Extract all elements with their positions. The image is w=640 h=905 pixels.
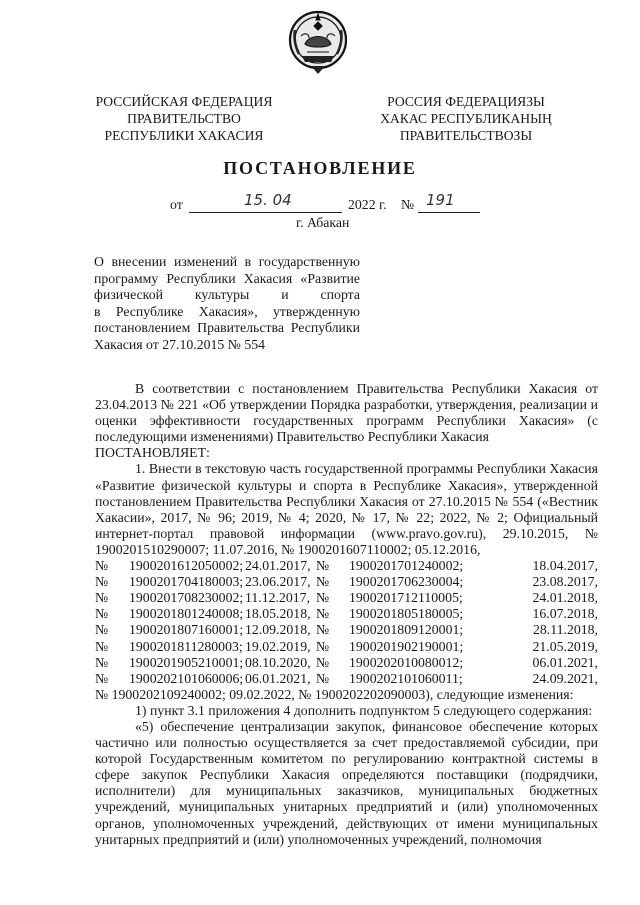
registry-cell: 21.05.2019, (532, 638, 598, 654)
city: г. Абакан (296, 215, 350, 230)
registry-cell: 1900201809120001; (349, 622, 464, 638)
header-left-line: РЕСПУБЛИКИ ХАКАСИЯ (104, 128, 264, 143)
registry-cell: 19.02.2019, (245, 638, 311, 654)
registry-cell: 1900201712110005; (349, 590, 463, 606)
registry-cell: 08.10.2020, (245, 654, 311, 670)
registry-cell: № (316, 606, 330, 622)
decree-word: ПОСТАНОВЛЯЕТ: (95, 445, 210, 461)
registry-cell: № (95, 622, 109, 638)
header-right-line: ПРАВИТЕЛЬСТВОЗЫ (399, 128, 533, 143)
registry-cell: № (95, 670, 109, 686)
registry-cell: 06.01.2021, (245, 670, 311, 686)
sub-item-1: 1) пункт 3.1 приложения 4 дополнить подпунктом 5 следующего содержания: (135, 702, 593, 718)
registry-cell: № (95, 606, 109, 622)
registry-cell: 24.01.2017, (245, 558, 311, 574)
subject-line: программу Республики Хакасия «Развитие (94, 270, 360, 286)
registry-cell: 24.01.2018, (532, 590, 598, 606)
registry-cell: 11.12.2017, (245, 590, 311, 606)
registry-cell: 16.07.2018, (532, 606, 598, 622)
registry-cell: 1900201612050002; (129, 558, 244, 574)
registry-cell: № (316, 622, 330, 638)
registry-cell: 1900201704180003; (129, 574, 244, 590)
quoted-subitem: «5) обеспечение централизации закупок, финансовое обеспечение которых частично или полностью осуществляется за счет предоставляемой субсидии, при которой Государственным комитетом по регулированию контрактной системы в сфере закупок Республики Хакасия определяются поставщики (подрядчики, исполнители) для муниципальных заказчиков, муниципальных бюджетных учреждений, муниципальных унитарных предприятий и (или) уполномоченных органов, уполномоченных учреждений, действующих от имени муниципальных унитарных предприятий и (или) уполномоченных учреждений, полномочия (95, 718, 598, 847)
registry-cell: 1900201701240002; (349, 558, 464, 574)
header-left-line: РОССИЙСКАЯ ФЕДЕРАЦИЯ (95, 94, 273, 109)
registry-cell: 18.05.2018, (245, 606, 311, 622)
number-handwritten: 191 (426, 191, 455, 209)
number-sign: № (401, 197, 415, 212)
registry-cell: № (316, 574, 330, 590)
registry-cell: 1900202010080012; (349, 654, 464, 670)
subject-line: постановлением Правительства Республики (94, 320, 360, 335)
registry-cell: 06.01.2021, (532, 654, 598, 670)
preamble: В соответствии с постановлением Правительства Республики Хакасия от 23.04.2013 № 221 «Об утверждении Порядка разработки, утверждения, реализации и оценки эффективности государственных программ Республики Хакасия» (с последующими изменениями) Правительство Республики Хакасия (95, 381, 598, 445)
registry-cell: № (95, 574, 109, 590)
registry-cell: № (316, 590, 330, 606)
header-right (358, 93, 574, 144)
registry-cell: № (95, 590, 109, 606)
date-handwritten: 15. 04 (244, 191, 292, 209)
registry-cell: 28.11.2018, (532, 622, 598, 638)
registry-cell: 24.09.2021, (532, 670, 598, 686)
subject-line: в Республике Хакасия», утвержденную (94, 303, 360, 319)
header-right-line: РОССИЯ ФЕДЕРАЦИЯЗЫ (387, 94, 545, 109)
subject-line: Хакасия от 27.10.2015 № 554 (94, 336, 266, 352)
header-left-line: ПРАВИТЕЛЬСТВО (127, 111, 241, 126)
registry-cell: 1900201807160001; (129, 622, 244, 638)
registry-table (95, 558, 598, 687)
number-underline (418, 212, 480, 213)
registry-cell: 23.08.2017, (532, 574, 598, 590)
body-text (95, 381, 598, 848)
registry-cell: № (316, 558, 330, 574)
registry-cell: 1900201801240008; (129, 606, 244, 622)
subject-block (94, 254, 360, 353)
registry-cell: № (95, 654, 109, 670)
registry-cell: 1900201811280003; (129, 638, 243, 654)
registry-cell: 1900202101060011; (349, 670, 463, 686)
year: 2022 г. (348, 197, 387, 212)
registry-cell: 1900201706230004; (349, 574, 464, 590)
registry-cell: 1900201902190001; (349, 638, 464, 654)
item1-intro: 1. Внести в текстовую часть государственной программы Республики Хакасия «Развитие физической культуры и спорта в Республике Хакасия», утвержденной постановлением Правительства Республики Хакасия от 27.10.2015 № 554 («Вестник Хакасии», 2017, № 96; 2019, № 4; 2020, № 17, № 22; 2022, № 2; Официальный интернет-портал правовой информации (www.pravo.gov.ru), 29.10.2015, № 1900201510290007; 11.07.2016, № 1900201607110002; 05.12.2016, (95, 461, 598, 557)
republic-emblem-icon (287, 8, 349, 76)
subject-line: физической культуры и спорта (94, 287, 360, 302)
registry-cell: 1900201708230002; (129, 590, 244, 606)
registry-cell: 1900201805180005; (349, 606, 464, 622)
item1-tail: № 1900202109240002; 09.02.2022, № 1900202202090003), следующие изменения: (95, 686, 574, 702)
registry-cell: № (316, 670, 330, 686)
registry-cell: № (316, 638, 330, 654)
date-prefix: от (170, 197, 183, 212)
registry-cell: 18.04.2017, (532, 558, 598, 574)
registry-cell: 12.09.2018, (245, 622, 311, 638)
registry-cell: 23.06.2017, (245, 574, 311, 590)
date-underline (189, 212, 342, 213)
subject-line: О внесении изменений в государственную (94, 254, 360, 269)
registry-cell: 1900201905210001; (129, 654, 244, 670)
header-right-line: ХАКАС РЕСПУБЛИКАНЫҢ (380, 111, 552, 126)
registry-cell: № (95, 558, 109, 574)
registry-cell: № (95, 638, 109, 654)
registry-cell: 1900202101060006; (129, 670, 244, 686)
document-title: ПОСТАНОВЛЕНИЕ (223, 158, 417, 178)
header-left (76, 93, 292, 144)
registry-cell: № (316, 654, 330, 670)
